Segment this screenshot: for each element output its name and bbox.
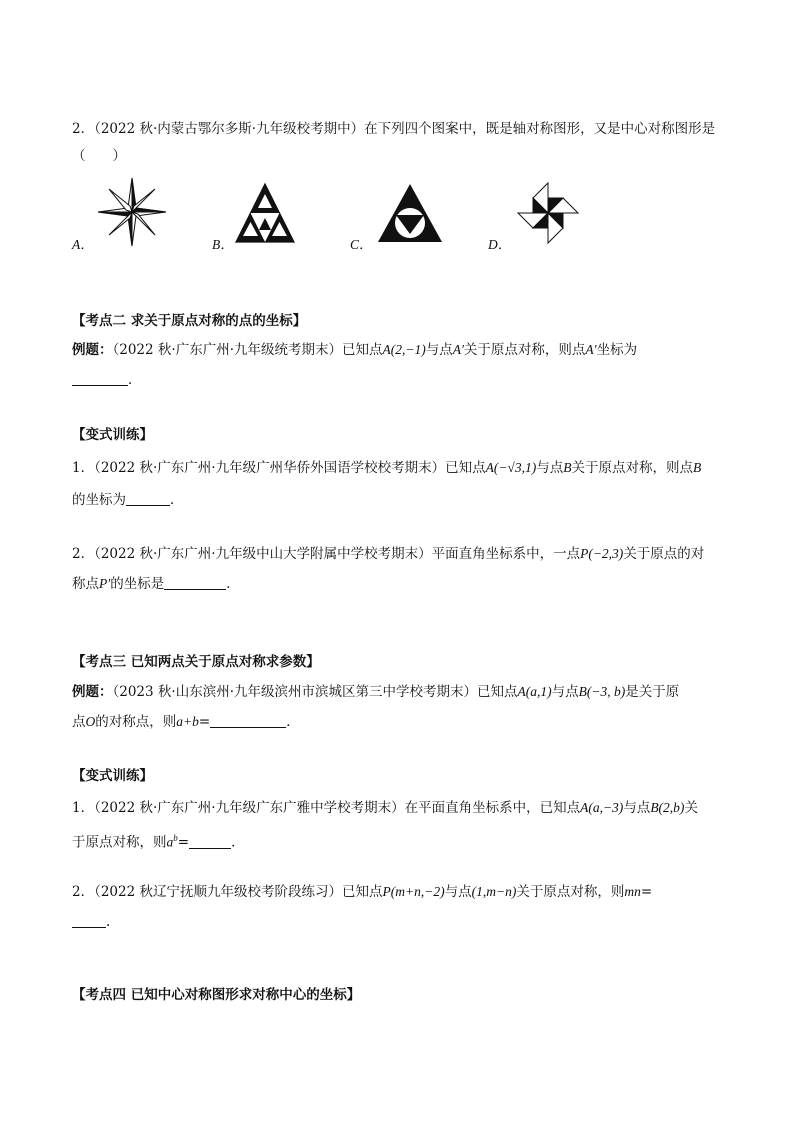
question-2-text: 2．（2022 秋·内蒙古鄂尔多斯·九年级校考期中）在下列四个图案中，既是轴对称图形，又是中心对称图形是 — [72, 121, 716, 137]
section-3-practice-title: 【变式训练】 — [72, 768, 153, 784]
section-2-p2-line2: 称点P′的坐标是 ． — [72, 576, 240, 592]
question-2-line2 — [72, 147, 126, 165]
answer-blank[interactable] — [189, 834, 231, 849]
option-d-label: D． — [488, 237, 512, 252]
option-c-label: C． — [350, 237, 373, 252]
answer-blank[interactable] — [164, 575, 226, 590]
option-c-triangle-circle-figure — [376, 182, 444, 244]
section-3-p1-line2: 于原点对称，则$a^b=$ ． — [72, 833, 245, 851]
section-2-p1-line1: 1．（2022 秋·广东广州·九年级广州华侨外国语学校校考期末）已知点A(−√3,1)与点B关于原点对称，则点B — [72, 460, 702, 476]
answer-blank[interactable] — [72, 913, 106, 928]
section-3-p2-line2: . — [72, 913, 110, 931]
section-4-title: 【考点四 已知中心对称图形求对称中心的坐标】 — [72, 987, 361, 1003]
option-b-label: B． — [212, 237, 234, 252]
section-2-p2-line1: 2．（2022 秋·广东广州·九年级中山大学附属中学校考期末）平面直角坐标系中，一点P(−2,3)关于原点的对 — [72, 546, 705, 562]
section-3-example-line2: 点O的对称点，则a+b= ． — [72, 714, 300, 730]
option-a-label: A． — [72, 237, 94, 252]
answer-blank[interactable] — [210, 713, 286, 728]
question-2-line1 — [72, 120, 715, 138]
section-2-example-line2: ． — [72, 371, 142, 389]
answer-parens: （ ） — [72, 148, 126, 164]
point-a: A(2,−1) — [382, 342, 426, 357]
option-b-triangle-figure — [234, 182, 296, 244]
answer-blank[interactable] — [72, 371, 128, 386]
answer-blank[interactable] — [126, 491, 170, 506]
section-2-title: 【考点二 求关于原点对称的点的坐标】 — [72, 313, 307, 329]
example-label: 例题： — [72, 342, 113, 358]
section-3-title: 【考点三 已知两点关于原点对称求参数】 — [72, 654, 320, 670]
section-3-example-line1: 例题：（2023 秋·山东滨州·九年级滨州市滨城区第三中学校考期末）已知点A(a,1)与点B(−3, b)是关于原 — [72, 684, 680, 700]
section-3-p1-line1: 1．（2022 秋·广东广州·九年级广东广雅中学校考期末）在平面直角坐标系中，已知点A(a,−3)与点B(2,b)关 — [72, 800, 698, 816]
section-2-practice-title: 【变式训练】 — [72, 427, 153, 443]
example-label: 例题： — [72, 684, 113, 700]
option-d-pinwheel-figure — [513, 178, 583, 248]
section-2-example-line1: 例题：（2022 秋·广东广州·九年级统考期末）已知点A(2,−1)与点A′关于原点对称，则点A′坐标为 — [72, 342, 638, 358]
section-3-p2-line1: 2．（2022 秋辽宁抚顺九年级校考阶段练习）已知点P(m+n,−2)与点(1,m−n)关于原点对称，则mn= — [72, 884, 653, 900]
option-a-compass-figure — [96, 176, 168, 248]
section-2-p1-line2: 的坐标为 ． — [72, 492, 184, 508]
